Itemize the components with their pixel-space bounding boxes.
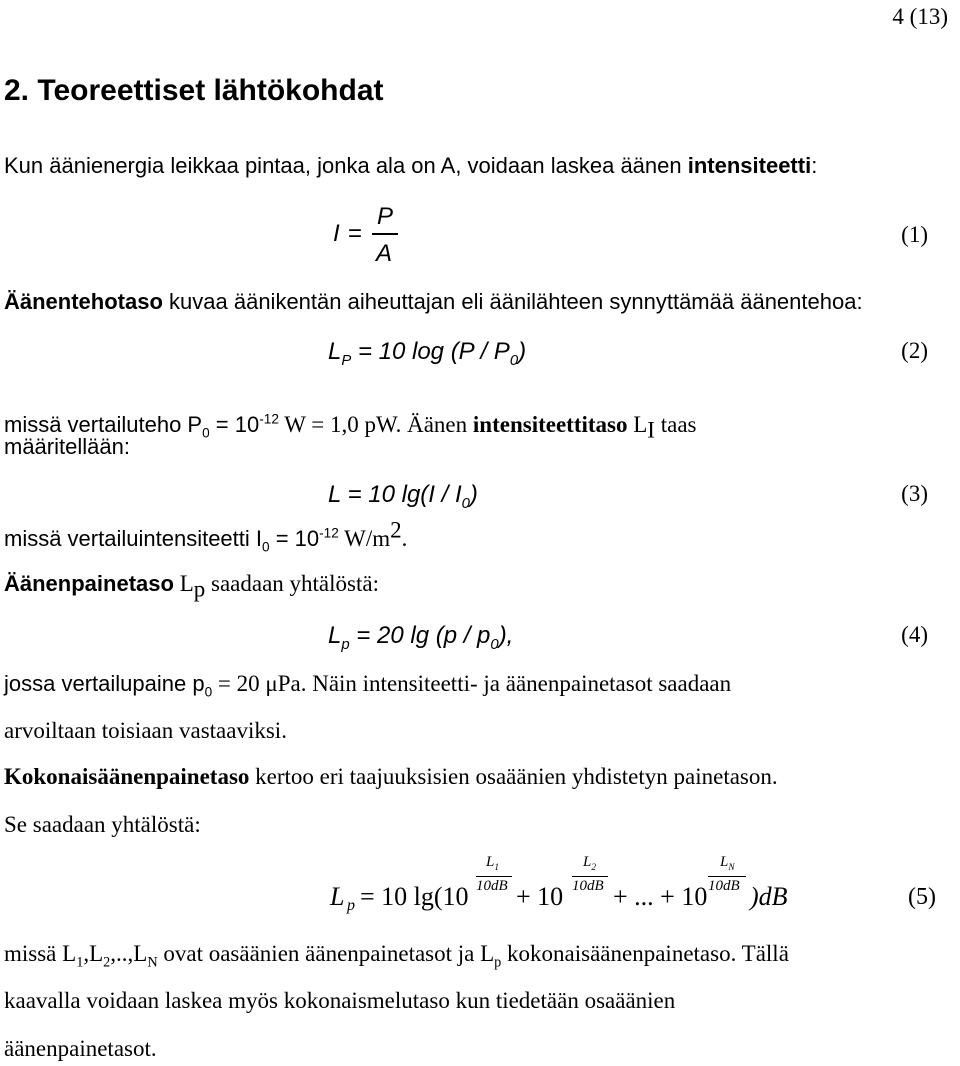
equation-3: L = 10 $\lg(I / I_0)$ (328, 481, 478, 512)
equation-number-4: (4) (901, 622, 928, 647)
paragraph-noise-level: kaavalla voidaan laskea myös kokonaismelutaso kun tiedetään osaäänien (4, 988, 676, 1013)
equation-number-2: (2) (901, 338, 928, 363)
paragraph-component-levels: äänenpainetasot. (4, 1036, 157, 1061)
paragraph-intensity: Kun äänienergia leikkaa pintaa, jonka ala on A, voidaan laskea äänen intensiteetti: (4, 153, 818, 178)
equation-4: $L_p = 20$ $\lg (p / p_0)$, (328, 622, 514, 653)
paragraph-reference-power: missä vertailuteho $P_0 = 10^{-12}$ W = 1,0 pW. Äänen intensiteettitaso $L_I$ taas (4, 411, 697, 443)
paragraph-reference-intensity: missä vertailuintensiteetti $I_0 = 10^{-12}$ $W/m^2$. (4, 517, 408, 555)
section-heading: 2. Teoreettiset lähtökohdat (4, 74, 384, 107)
equation-2: $L_P = 10$ $\log (P / P_0)$ (328, 338, 527, 369)
equation-number-3: (3) (901, 481, 928, 506)
paragraph-pressure-level: Äänenpainetaso $L_p$ saadaan yhtälöstä: (4, 571, 379, 602)
paragraph-reference-pressure: jossa vertailupaine $p_0 = 20$ μPa. Näin intensiteetti- ja äänenpainetasot saadaan (4, 671, 732, 700)
paragraph-power-level: Äänentehotaso kuvaa äänikentän aiheuttajan eli äänilähteen synnyttämää äänentehoa: (4, 289, 863, 314)
paragraph-sum-explanation: missä $L_1,L_2,..,L_N$ ovat oasäänien äänenpainetasot ja $L_p$ kokonaisäänenpainetaso. Tällä (4, 941, 789, 971)
page-number: 4 (13) (892, 4, 948, 29)
paragraph-obtained: Se saadaan yhtälöstä: (4, 812, 201, 837)
equation-number-1: (1) (901, 222, 928, 247)
equation-number-5: (5) (908, 884, 936, 910)
paragraph-defined: määritellään: (4, 434, 130, 459)
paragraph-equivalent: arvoiltaan toisiaan vastaaviksi. (4, 718, 287, 743)
paragraph-total-level: Kokonaisäänenpainetaso kertoo eri taajuuksisien osaäänien yhdistetyn painetason. (4, 764, 778, 789)
